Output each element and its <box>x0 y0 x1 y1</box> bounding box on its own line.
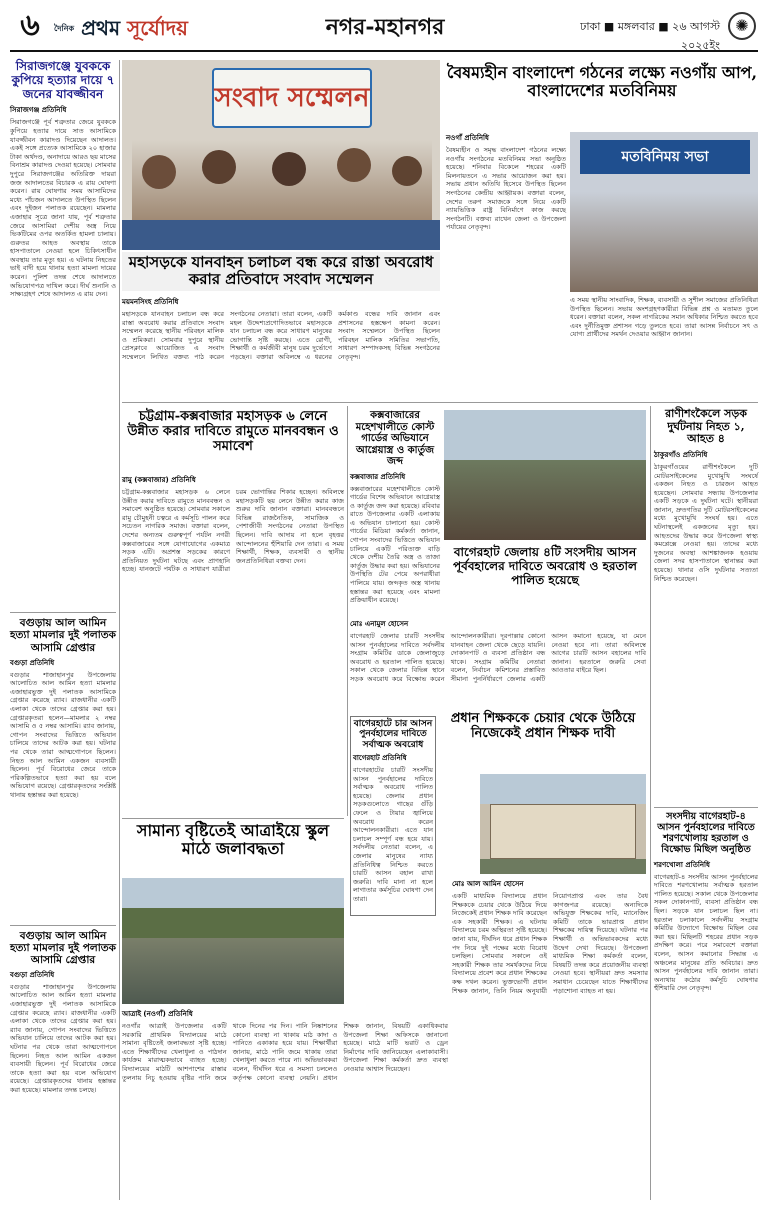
headteacher-headline: প্রধান শিক্ষককে চেয়ার থেকে উঠিয়ে নিজেকেই প্রধান শিক্ষক দাবী <box>450 711 636 741</box>
naogaon-photo <box>570 132 758 292</box>
ramu-headline: চট্টগ্রাম-কক্সবাজার মহাসড়ক ৬ লেনে উন্নীত করার দাবিতে রামুতে মানববন্ধন ও সমাবেশ <box>127 409 339 454</box>
headteacher-byline: মোঃ আল আমিন হোসেন <box>452 880 524 888</box>
newspaper-logo <box>54 10 214 46</box>
bagerhat-headline: বাগেরহাট জেলায় ৪টি সংসদীয় আসন পূর্ববহালের দাবিতে অবরোধ ও হরতাল পালিত হয়েছে <box>453 545 637 587</box>
story3-headline: বগুড়ায় আল আমিন হত্যা মামলার দুই পলাতক আসামি গ্রেপ্তার <box>10 929 116 966</box>
column-rule <box>119 60 120 1200</box>
photo-banner: সংবাদ সম্মেলন <box>212 68 372 128</box>
ranishankail-headline: রাণীশংকৈলে সড়ক দুর্ঘটনায় নিহত ১, আহত ৪ <box>665 407 747 446</box>
page-number: ৬ <box>20 8 40 43</box>
divider <box>10 925 116 926</box>
lead-body: মহাসড়কে যানবাহন চলাচল বন্ধ করে রাস্তা অবরোধ করার প্রতিবাদে সংবাদ সম্মেলন করেছে স্থানীয় পরিবহন মালিক ও শ্রমিকরা। সোমবার দুপুরে স্থানীয় প্রেসক্লাবে আয়োজিত এ সংবাদ সম্মেলনে লিখিত বক্তব্য পাঠ করেন সংগঠনের নেতারা। তারা বলেন, একটি মহল উদ্দেশ্যপ্রণোদিতভাবে মহাসড়কে যান চলাচল বন্ধ করে সাধারণ মানুষের ভোগান্তি সৃষ্টি করছে। এতে রোগী, শিক্ষার্থী ও কর্মজীবী মানুষ চরম দুর্ভোগে পড়ছেন। বক্তারা অবিলম্বে এ ধরনের কর্মকাণ্ড বন্ধের দাবি জানান এবং প্রশাসনের হস্তক্ষেপ কামনা করেন। সংবাদ সম্মেলনে উপস্থিত ছিলেন পরিবহন মালিক সমিতির সভাপতি, সাধারণ সম্পাদকসহ বিভিন্ন সংগঠনের নেতৃবৃন্দ। <box>122 310 440 361</box>
column-rule <box>650 406 651 1200</box>
logo-part2: সূর্যোদয় <box>127 16 188 40</box>
coastguard-byline: কক্সবাজার প্রতিনিধি <box>350 472 406 481</box>
bagerhat-box-headline: বাগেরহাটে চার আসন পুনর্বহালের দাবিতে সর্বাত্মক অবরোধ <box>353 719 433 750</box>
left-column <box>10 60 116 1200</box>
coastguard-subhead: আগ্নেয়াস্ত্র ও কার্তুজ জব্দ <box>355 444 435 467</box>
story2-byline: বগুড়া প্রতিনিধি <box>10 658 55 667</box>
atrai-byline: আত্রাই (নওগাঁ) প্রতিনিধি <box>122 1010 193 1018</box>
headteacher-body: একটি মাধ্যমিক বিদ্যালয়ে প্রধান শিক্ষককে চেয়ার থেকে উঠিয়ে দিয়ে নিজেকেই প্রধান শিক্ষক দাবি করেছেন এক সহকারী শিক্ষক। এ ঘটনায় বিদ্যালয়ে চরম অস্থিরতা সৃষ্টি হয়েছে। জানা যায়, দীর্ঘদিন ধরে প্রধান শিক্ষক পদ নিয়ে দুই পক্ষের মধ্যে বিরোধ চলছিল। সোমবার সকালে ওই সহকারী শিক্ষক তার সমর্থকদের নিয়ে বিদ্যালয়ে প্রবেশ করে প্রধান শিক্ষকের কক্ষ দখল করেন। ভুক্তভোগী প্রধান শিক্ষক জানান, তিনি নিয়ম অনুযায়ী নিয়োগপ্রাপ্ত এবং তার বৈধ কাগজপত্র রয়েছে। অন্যদিকে অভিযুক্ত শিক্ষকের দাবি, ম্যানেজিং কমিটি তাকে ভারপ্রাপ্ত প্রধান শিক্ষকের দায়িত্ব দিয়েছে। ঘটনার পর শিক্ষার্থী ও অভিভাবকদের মধ্যে উদ্বেগ দেখা দিয়েছে। উপজেলা মাধ্যমিক শিক্ষা কর্মকর্তা বলেন, বিষয়টি তদন্ত করে প্রয়োজনীয় ব্যবস্থা নেওয়া হবে। স্থানীয়রা দ্রুত সমস্যার সমাধান চেয়েছেন যাতে শিক্ষার্থীদের পড়াশোনা ব্যাহত না হয়। <box>452 892 648 995</box>
masthead <box>10 6 758 52</box>
ramu-body: চট্টগ্রাম-কক্সবাজার মহাসড়ক ৬ লেনে উন্নীত করার দাবিতে রামুতে মানববন্ধন ও সমাবেশ অনুষ্ঠিত হয়েছে। সোমবার সকালে রামু চৌমুহনী চত্বরে এ কর্মসূচি পালন করে সচেতন নাগরিক সমাজ। বক্তারা বলেন, দেশের অন্যতম গুরুত্বপূর্ণ পর্যটন নগরী কক্সবাজারের সঙ্গে যোগাযোগের একমাত্র সড়ক এটি। অপ্রশস্ত সড়কের কারণে প্রতিনিয়ত দুর্ঘটনা ঘটছে এবং প্রাণহানি হচ্ছে। যানজটে পর্যটক ও সাধারণ যাত্রীরা চরম ভোগান্তির শিকার হচ্ছেন। অবিলম্বে মহাসড়কটি ছয় লেনে উন্নীত করার কাজ শুরুর দাবি জানান বক্তারা। মানববন্ধনে বিভিন্ন রাজনৈতিক, সামাজিক ও পেশাজীবী সংগঠনের নেতারা উপস্থিত ছিলেন। দাবি আদায় না হলে বৃহত্তর আন্দোলনের হুঁশিয়ারি দেন তারা। এ সময় শিক্ষার্থী, শিক্ষক, ব্যবসায়ী ও স্থানীয় জনপ্রতিনিধিরা বক্তব্য দেন। <box>122 488 344 574</box>
bagerhat-box-byline: বাগেরহাট প্রতিনিধি <box>353 754 407 763</box>
sharankhola-headline: সংসদীয় বাগেরহাট-৪ আসন পুর্নবহালের দাবিতে শরণখোলায় হরতাল ও বিক্ষোভ মিছিল অনুষ্ঠিত <box>657 810 755 855</box>
bagerhat-protest-photo <box>444 410 646 540</box>
bagerhat-body: বাগেরহাট জেলার চারটি সংসদীয় আসন পুনর্বহালের দাবিতে সর্বদলীয় সংগ্রাম কমিটির ডাকে জেলাজুড়ে অবরোধ ও হরতাল পালিত হয়েছে। সকাল থেকে জেলার বিভিন্ন স্থানে সড়ক অবরোধ করে বিক্ষোভ করেন আন্দোলনকারীরা। দূরপাল্লার কোনো যানবাহন জেলা থেকে ছেড়ে যায়নি। দোকানপাট ও ব্যবসা প্রতিষ্ঠান বন্ধ থাকে। সংগ্রাম কমিটির নেতারা বলেন, নির্বাচন কমিশনের প্রস্তাবিত সীমানা পুনর্নির্ধারণে জেলার একটি আসন কমানো হয়েছে, যা মেনে নেওয়া হবে না। তারা অবিলম্বে আগের চারটি আসন বহালের দাবি জানান। হরতালে জরুরি সেবা আওতার বাইরে ছিল। <box>350 632 646 683</box>
atrai-field-photo <box>122 878 344 1004</box>
section-divider <box>122 402 758 403</box>
press-conference-photo <box>122 60 440 250</box>
story3-byline: বগুড়া প্রতিনিধি <box>10 970 55 979</box>
naogaon-banner: মতবিনিময় সভা <box>580 140 750 174</box>
naogaon-headline: বৈষম্যহীন বাংলাদেশ গঠনের লক্ষ্যে নওগাঁয় আপ, বাংলাদেশের মতবিনিময় <box>446 63 758 101</box>
bagerhat-byline: মোঃ এনামুল হোসেন <box>350 620 409 628</box>
atrai-headline: সামান্য বৃষ্টিতেই আত্রাইয়ে স্কুল মাঠে জলাবদ্ধতা <box>136 821 330 859</box>
dateline: ঢাকা ■ মঙ্গলবার ■ ২৬ আগস্ট ২০২৫ইং <box>580 20 720 52</box>
table-cloth <box>122 220 440 250</box>
story2-body: বগুড়ার শাজাহানপুর উপজেলায় আলোচিত আল আমিন হত্যা মামলার এজাহারভুক্ত দুই পলাতক আসামিকে গ্রেপ্তার করেছে র‍্যাব। রাজধানীর একটি এলাকা থেকে তাদের গ্রেপ্তার করা হয়। গ্রেপ্তারকৃতরা হলেন—মামলার ২ নম্বর আসামি ও ৫ নম্বর আসামি। র‍্যাব জানায়, গোপন সংবাদের ভিত্তিতে অভিযান চালিয়ে তাদের আটক করা হয়। ঘটনার পর থেকে তারা আত্মগোপনে ছিলেন। নিহত আল আমিন একজন ব্যবসায়ী ছিলেন। পূর্ব বিরোধের জেরে তাকে পরিকল্পিতভাবে হত্যা করা হয় বলে অভিযোগ রয়েছে। গ্রেপ্তারকৃতদের সংশ্লিষ্ট থানায় হস্তান্তর করা হয়েছে। <box>10 670 116 799</box>
naogaon-body: বৈষম্যহীন ও সমৃদ্ধ বাংলাদেশ গঠনের লক্ষ্যে নওগাঁয় সংগঠনের মতবিনিময় সভা অনুষ্ঠিত হয়েছে। শনিবার বিকেলে শহরের একটি মিলনায়তনে এ সভার আয়োজন করা হয়। সভায় প্রধান অতিথি হিসেবে উপস্থিত ছিলেন সংগঠনের কেন্দ্রীয় আহ্বায়ক। বক্তারা বলেন, দেশের তরুণ সমাজকে সঙ্গে নিয়ে একটি ন্যায়ভিত্তিক রাষ্ট্র বিনির্মাণে কাজ করছে সংগঠনটি। বক্তব্য রাখেন জেলা ও উপজেলা পর্যায়ের নেতৃবৃন্দ। <box>446 146 566 232</box>
ranishankail-byline: ঠাকুরগাঁও প্রতিনিধি <box>654 450 708 459</box>
school-building-photo <box>480 774 646 874</box>
lead-byline: ময়মনসিংহ প্রতিনিধি <box>122 298 179 306</box>
atrai-body: নওগাঁর আত্রাই উপজেলার একটি সরকারি প্রাথমিক বিদ্যালয়ের মাঠে সামান্য বৃষ্টিতেই জলাবদ্ধতা সৃষ্টি হচ্ছে। এতে শিক্ষার্থীদের খেলাধুলা ও পাঠদান কার্যক্রম মারাত্মকভাবে ব্যাহত হচ্ছে। বিদ্যালয়ের মাঠটি আশপাশের রাস্তার তুলনায় নিচু হওয়ায় বৃষ্টির পানি জমে থাকে দিনের পর দিন। পানি নিষ্কাশনের কোনো ব্যবস্থা না থাকায় মাঠ কাদা ও পানিতে একাকার হয়ে যায়। শিক্ষার্থীরা জানায়, মাঠে পানি জমে থাকায় তারা খেলাধুলা করতে পারে না। অভিভাবকরা বলেন, দীর্ঘদিন ধরে এ সমস্যা চললেও কর্তৃপক্ষ কোনো ব্যবস্থা নেয়নি। প্রধান শিক্ষক জানান, বিষয়টি একাধিকবার উপজেলা শিক্ষা অফিসকে জানানো হয়েছে। মাঠে মাটি ভরাট ও ড্রেন নির্মাণের দাবি জানিয়েছেন এলাকাবাসী। উপজেলা শিক্ষা কর্মকর্তা দ্রুত ব্যবস্থা নেওয়ার আশ্বাস দিয়েছেন। <box>122 1022 448 1082</box>
section-title: নগর-মহানগর <box>325 14 445 40</box>
logo-small-text: দৈনিক <box>54 23 75 33</box>
sharankhola-byline: শরণখোলা প্রতিনিধি <box>654 860 710 869</box>
story1-body: সিরাজগঞ্জে পূর্ব শত্রুতার জেরে যুবককে কুপিয়ে হত্যার দায়ে সাত আসামিকে যাবজ্জীবন কারাদণ্ড দিয়েছেন আদালত। একই সঙ্গে প্রত্যেক আসামিকে ২০ হাজার টাকা অর্থদণ্ড, অনাদায়ে আরও ছয় মাসের বিনাশ্রম কারাদণ্ড দেওয়া হয়েছে। সোমবার দুপুরে সিরাজগঞ্জের অতিরিক্ত দায়রা জজ আদালতের বিচারক এ রায় ঘোষণা করেন। রায় ঘোষণার সময় আসামিদের মধ্যে পাঁচজন আদালতে উপস্থিত ছিলেন এবং দুইজন পলাতক রয়েছেন। মামলার এজাহার সূত্রে জানা যায়, পূর্ব শত্রুতার জেরে আসামিরা দেশীয় অস্ত্র নিয়ে ভিকটিমের ওপর অতর্কিত হামলা চালায়। গুরুতর আহত অবস্থায় তাকে হাসপাতালে নেওয়া হলে চিকিৎসাধীন অবস্থায় তার মৃত্যু হয়। এ ঘটনায় নিহতের ভাই বাদী হয়ে থানায় হত্যা মামলা দায়ের করেন। পুলিশ তদন্ত শেষে আদালতে অভিযোগপত্র দাখিল করে। দীর্ঘ শুনানি ও সাক্ষ্যগ্রহণ শেষে আদালত এ রায় দেন। <box>10 118 116 299</box>
bagerhat-box <box>350 716 436 916</box>
lead-headline: মহাসড়কে যানবাহন চলাচল বন্ধ করে রাস্তা অবরোধ করার প্রতিবাদে সংবাদ সম্মেলন <box>122 252 440 291</box>
story3-body: বগুড়ার শাজাহানপুর উপজেলায় আলোচিত আল আমিন হত্যা মামলার এজাহারভুক্ত দুই পলাতক আসামিকে গ্রেপ্তার করেছে র‍্যাব। রাজধানীর একটি এলাকা থেকে তাদের গ্রেপ্তার করা হয়। র‍্যাব জানায়, গোপন সংবাদের ভিত্তিতে অভিযান চালিয়ে তাদের আটক করা হয়। ঘটনার পর থেকে তারা আত্মগোপনে ছিলেন। নিহত আল আমিন একজন ব্যবসায়ী ছিলেন। পূর্ব বিরোধের জেরে তাকে হত্যা করা হয় বলে অভিযোগ রয়েছে। গ্রেপ্তারকৃতদের থানায় হস্তান্তর করা হয়েছে। মামলার তদন্ত চলছে। <box>10 982 116 1094</box>
logo-part1: প্রথম <box>81 16 121 40</box>
sharankhola-body: বাগেরহাট-৪ সংসদীয় আসন পুনর্বহালের দাবিতে শরণখোলায় সর্বাত্মক হরতাল পালিত হয়েছে। সকাল থেকে উপজেলার সকল দোকানপাট, ব্যবসা প্রতিষ্ঠান বন্ধ ছিল। সড়কে যান চলাচল ছিল না। হরতাল চলাকালে সর্বদলীয় সংগ্রাম কমিটির উদ্যোগে বিক্ষোভ মিছিল বের করা হয়। মিছিলটি শহরের প্রধান সড়ক প্রদক্ষিণ করে। পরে সমাবেশে বক্তারা বলেন, আসন কমানোর সিদ্ধান্ত এ অঞ্চলের মানুষের প্রতি অবিচার। দ্রুত আসন পুনর্বহালের দাবি জানান তারা। অন্যথায় কঠোর কর্মসূচি ঘোষণার হুঁশিয়ারি দেন নেতৃবৃন্দ। <box>654 872 758 993</box>
coastguard-headline: কক্সবাজারের মহেশখালীতে কোস্ট গার্ডের অভিযানে <box>355 410 435 444</box>
ramu-byline: রামু (কক্সবাজার) প্রতিনিধি <box>122 476 196 484</box>
divider <box>10 612 116 613</box>
ranishankail-body: ঠাকুরগাঁওয়ের রাণীশংকৈলে দুটি মোটরসাইকেলের মুখোমুখি সংঘর্ষে একজন নিহত ও চারজন আহত হয়েছেন। সোমবার সন্ধ্যায় উপজেলার একটি সড়কে এ দুর্ঘটনা ঘটে। স্থানীয়রা জানান, দ্রুতগতির দুটি মোটরসাইকেলের মধ্যে মুখোমুখি সংঘর্ষ হয়। এতে ঘটনাস্থলেই একজনের মৃত্যু হয়। আহতদের উদ্ধার করে উপজেলা স্বাস্থ্য কমপ্লেক্সে নেওয়া হয়। তাদের মধ্যে দুজনের অবস্থা আশঙ্কাজনক হওয়ায় জেলা সদর হাসপাতালে স্থানান্তর করা হয়েছে। থানার ওসি দুর্ঘটনার সত্যতা নিশ্চিত করেছেন। <box>654 462 758 583</box>
coastguard-body: কক্সবাজারের মহেশখালীতে কোস্ট গার্ডের বিশেষ অভিযানে আগ্নেয়াস্ত্র ও কার্তুজ জব্দ করা হয়েছে। রবিবার রাতে উপজেলার একটি এলাকায় এ অভিযান চালানো হয়। কোস্ট গার্ডের মিডিয়া কর্মকর্তা জানান, গোপন সংবাদের ভিত্তিতে অভিযান চালিয়ে একটি পরিত্যক্ত বাড়ি থেকে দেশীয় তৈরি অস্ত্র ও তাজা কার্তুজ উদ্ধার করা হয়। অভিযানের উপস্থিতি টের পেয়ে অপরাধীরা পালিয়ে যায়। জব্দকৃত অস্ত্র থানায় হস্তান্তর করা হয়েছে এবং মামলা প্রক্রিয়াধীন রয়েছে। <box>350 484 440 605</box>
story1-headline: সিরাজগঞ্জে যুবককে কুপিয়ে হত্যার দায়ে ৭ জনের যাবজ্জীবন <box>11 59 115 101</box>
naogaon-byline: নওগাঁ প্রতিনিধি <box>446 134 489 142</box>
naogaon-body-2: এ সময় স্থানীয় সাংবাদিক, শিক্ষক, ব্যবসায়ী ও সুশীল সমাজের প্রতিনিধিরা উপস্থিত ছিলেন। সভায় অংশগ্রহণকারীরা বিভিন্ন প্রশ্ন ও মতামত তুলে ধরেন। বক্তারা বলেন, সকল নাগরিকের সমান অধিকার নিশ্চিত করতে হবে এবং দুর্নীতিমুক্ত প্রশাসন গড়ে তুলতে হবে। তারা আসন্ন নির্বাচনে সৎ ও যোগ্য প্রার্থীদের সমর্থন দেওয়ার আহ্বান জানান। <box>570 296 758 339</box>
sun-emblem-icon: ✺ <box>728 12 756 40</box>
story2-headline: বগুড়ায় আল আমিন হত্যা মামলার দুই পলাতক আসামি গ্রেপ্তার <box>10 617 116 654</box>
story1-byline: সিরাজগঞ্জ প্রতিনিধি <box>10 106 67 115</box>
bagerhat-box-body: বাগেরহাটের চারটি সংসদীয় আসন পুনর্বহালের দাবিতে সর্বাত্মক অবরোধ পালিত হয়েছে। জেলার প্রধান সড়কগুলোতে গাছের গুঁড়ি ফেলে ও টায়ার জ্বালিয়ে অবরোধ করেন আন্দোলনকারীরা। এতে যান চলাচল সম্পূর্ণ বন্ধ হয়ে যায়। সর্বদলীয় নেতারা বলেন, এ জেলার মানুষের ন্যায্য প্রতিনিধিত্ব নিশ্চিত করতে চারটি আসন বহাল রাখা জরুরি। দাবি মানা না হলে লাগাতার কর্মসূচির ঘোষণা দেন তারা। <box>353 766 433 903</box>
